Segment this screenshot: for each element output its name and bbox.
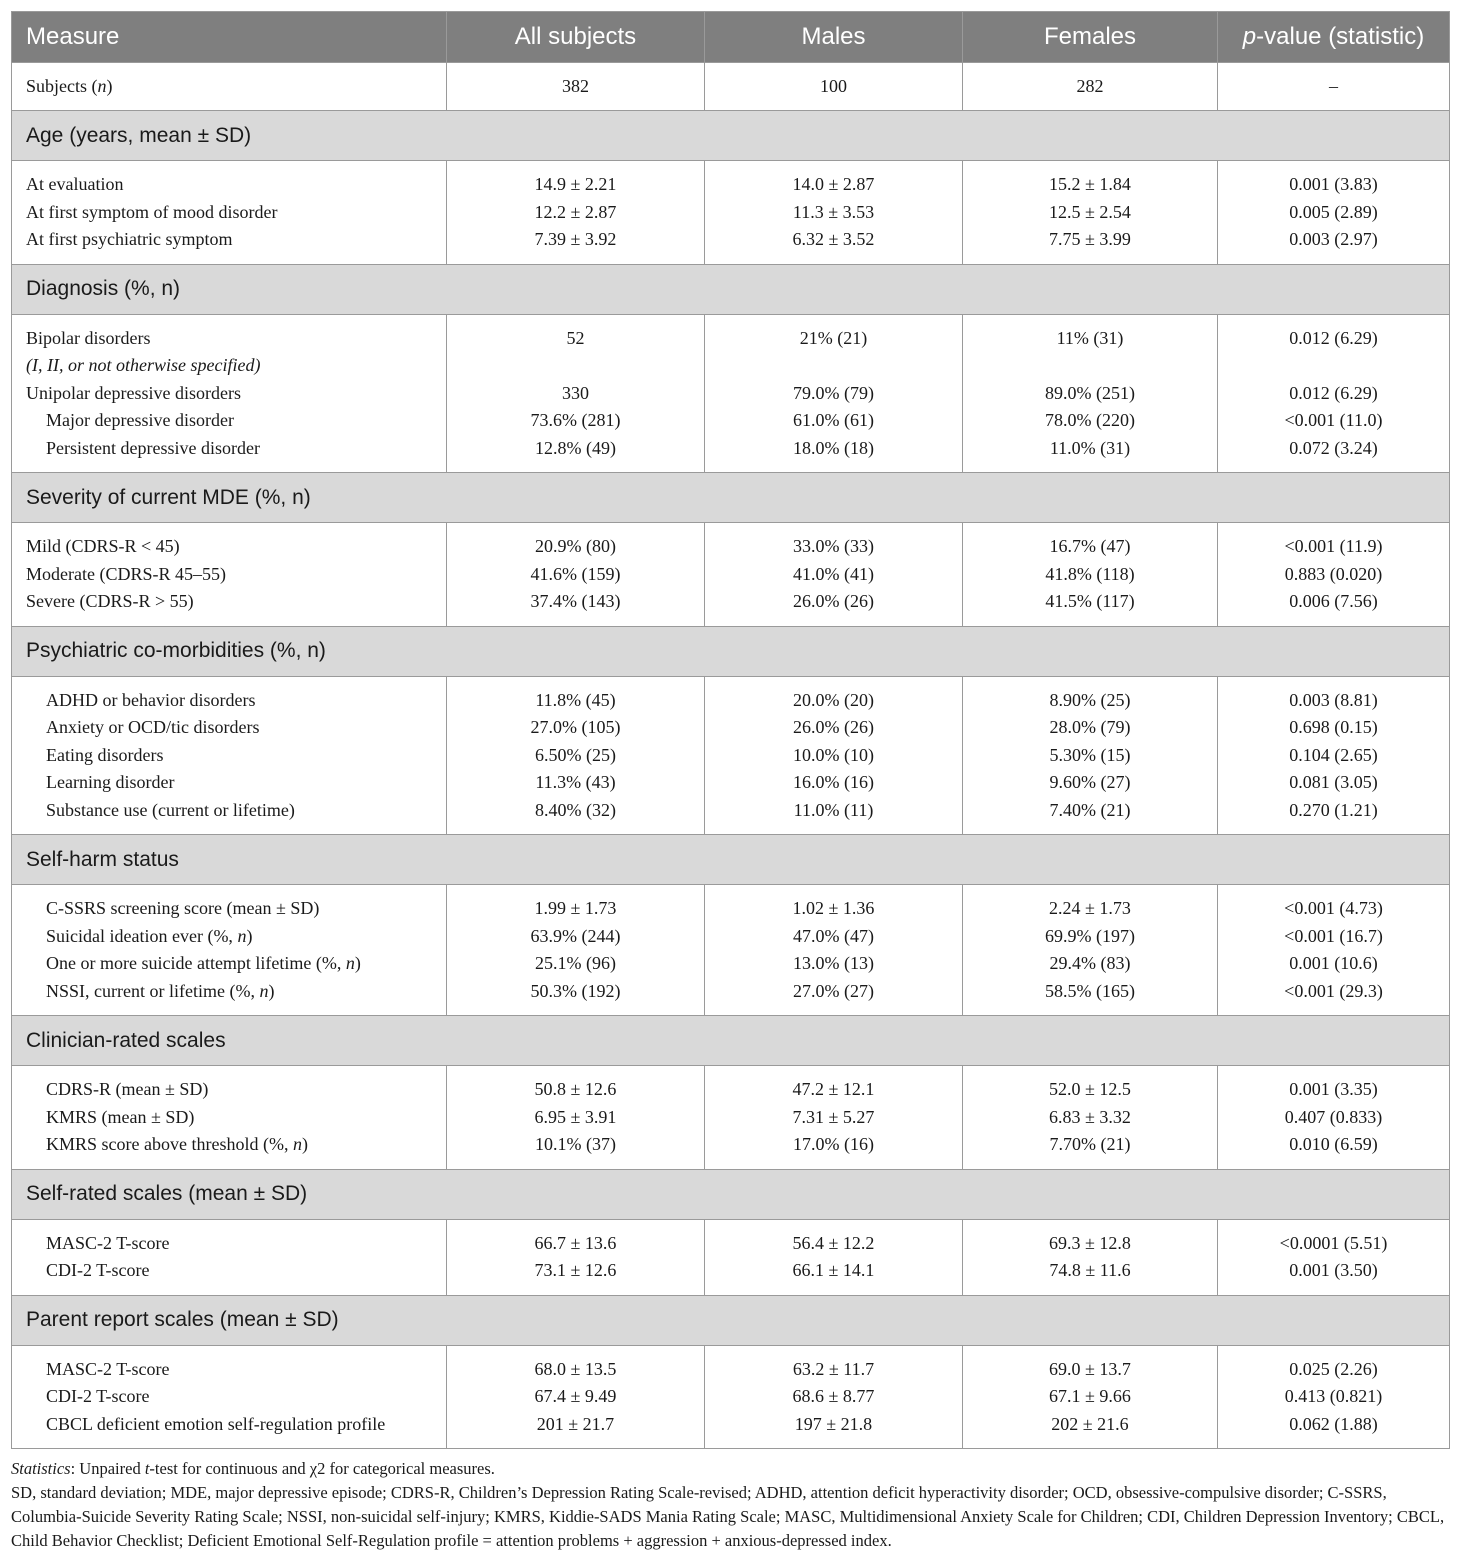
- row-value: <0.0001 (5.51): [1279, 1232, 1388, 1253]
- row-value: 8.40% (32): [535, 799, 616, 820]
- row-value: 20.9% (80): [535, 536, 616, 556]
- cell-measure: [12, 676, 447, 835]
- row-value: 25.1% (96): [535, 953, 616, 973]
- cell-p-value: [1218, 1345, 1450, 1449]
- row-value: 0.010 (6.59): [1289, 1134, 1378, 1154]
- row-value: 16.7% (47): [1049, 536, 1131, 556]
- row-value: 0.001 (3.83): [1289, 174, 1378, 194]
- row-value: 6.83 ± 3.32: [1049, 1106, 1131, 1127]
- row-value: 7.75 ± 3.99: [1049, 229, 1131, 249]
- row-value: 11% (31): [1056, 327, 1124, 348]
- cell-all: [447, 1219, 705, 1295]
- section-self-harm: [12, 835, 1450, 885]
- row-value: 50.3% (192): [530, 980, 621, 1001]
- row-value: 50.8 ± 12.6: [534, 1079, 617, 1099]
- row-label: [26, 533, 446, 561]
- row-value: [447, 352, 704, 380]
- row-value: 8.90% (25): [1049, 689, 1131, 710]
- row-label: [26, 950, 446, 978]
- group-severity: [12, 523, 1450, 627]
- row-value: 27.0% (105): [530, 717, 621, 737]
- cell-males: [705, 314, 963, 473]
- row-value: 1.02 ± 1.36: [792, 898, 875, 918]
- row-value: 21% (21): [799, 327, 868, 348]
- row-value: 197 ± 21.8: [794, 1413, 873, 1434]
- row-label-text: Learning disorder: [46, 772, 175, 792]
- row-label: [26, 1104, 446, 1132]
- row-value: [705, 352, 962, 380]
- row-label-text: Substance use (current or lifetime): [46, 799, 295, 820]
- row-value: 0.001 (10.6): [1289, 953, 1378, 973]
- group-parent: [12, 1345, 1450, 1449]
- section-self-rated: [12, 1169, 1450, 1219]
- row-value: [1218, 352, 1449, 380]
- cell-all: [447, 885, 705, 1016]
- row-label-text: NSSI, current or lifetime (%,: [46, 980, 260, 1001]
- cell-females: [963, 1066, 1218, 1170]
- header-females: Females: [963, 12, 1218, 63]
- cell-males: [705, 523, 963, 627]
- row-value: 0.698 (0.15): [1289, 717, 1378, 737]
- row-value: 0.012 (6.29): [1289, 327, 1378, 348]
- row-label: [26, 923, 446, 951]
- row-label-n: n: [345, 953, 355, 973]
- row-value: 0.003 (2.97): [1289, 229, 1378, 249]
- group-comorbidities: [12, 676, 1450, 835]
- row-value: 14.9 ± 2.21: [534, 174, 617, 194]
- row-label-n: n: [237, 925, 247, 946]
- row-value: <0.001 (16.7): [1284, 925, 1383, 946]
- cell-all: [447, 1345, 705, 1449]
- row-label-end: ): [301, 1134, 308, 1154]
- row-value: 67.4 ± 9.49: [534, 1386, 617, 1406]
- cell-females: [963, 161, 1218, 265]
- row-value: 13.0% (13): [793, 953, 874, 973]
- row-label-text: Eating disorders: [46, 744, 164, 765]
- cell-p-value: [1218, 1219, 1450, 1295]
- row-value: 52: [566, 327, 585, 348]
- row-value: 41.6% (159): [530, 563, 621, 584]
- row-value: 37.4% (143): [530, 591, 621, 611]
- row-value: 6.50% (25): [535, 744, 616, 765]
- row-label: [26, 199, 446, 227]
- cell-measure: [12, 523, 447, 627]
- row-value: 16.0% (16): [793, 772, 874, 792]
- row-label: [26, 1230, 446, 1258]
- row-label: [26, 1076, 446, 1104]
- row-value: 73.6% (281): [530, 410, 621, 430]
- row-label-end: ): [354, 953, 361, 973]
- cell-all: [447, 676, 705, 835]
- row-value: 11.3 ± 3.53: [792, 201, 875, 222]
- row-value: 11.0% (11): [793, 799, 874, 820]
- row-value: 7.40% (21): [1049, 799, 1131, 820]
- section-title: Clinician-rated scales: [12, 1016, 1450, 1066]
- cell-p-value: [1218, 885, 1450, 1016]
- row-value: <0.001 (4.73): [1284, 898, 1383, 918]
- cell-males: [705, 1219, 963, 1295]
- row-value: 12.5 ± 2.54: [1049, 201, 1131, 222]
- table-container: [11, 11, 1449, 1449]
- row-label: [26, 742, 446, 770]
- row-value: 74.8 ± 11.6: [1049, 1260, 1131, 1280]
- row-value: 56.4 ± 12.2: [792, 1232, 875, 1253]
- row-value: 41.8% (118): [1045, 563, 1135, 584]
- row-label: [26, 352, 446, 380]
- row-value: <0.001 (11.0): [1284, 410, 1383, 430]
- row-label-text: At evaluation: [26, 174, 124, 194]
- row-label: [26, 325, 446, 353]
- header-males: Males: [705, 12, 963, 63]
- row-value: 0.072 (3.24): [1289, 437, 1378, 458]
- cell-males: [705, 676, 963, 835]
- row-value: 0.012 (6.29): [1289, 382, 1378, 403]
- section-clinician: [12, 1016, 1450, 1066]
- row-label-end: ): [268, 980, 275, 1001]
- row-value: 41.0% (41): [793, 563, 874, 584]
- row-value: 0.001 (3.50): [1289, 1260, 1378, 1280]
- cell-females: [963, 1219, 1218, 1295]
- row-value: <0.001 (29.3): [1284, 980, 1383, 1001]
- cell-measure: [12, 885, 447, 1016]
- section-title: Self-harm status: [12, 835, 1450, 885]
- row-label-n: n: [292, 1134, 302, 1154]
- row-value: 7.31 ± 5.27: [792, 1106, 875, 1127]
- cell-males: [705, 161, 963, 265]
- section-severity: [12, 473, 1450, 523]
- section-title: Parent report scales (mean ± SD): [12, 1295, 1450, 1345]
- row-label-text: At first symptom of mood disorder: [26, 201, 278, 222]
- cell-p-value: [1218, 676, 1450, 835]
- subjects-females: 282: [963, 63, 1218, 111]
- row-value: 27.0% (27): [793, 980, 874, 1001]
- row-value: 2.24 ± 1.73: [1049, 898, 1131, 918]
- group-diagnosis: [12, 314, 1450, 473]
- row-label: [26, 714, 446, 742]
- cell-males: [705, 1345, 963, 1449]
- row-label: [26, 561, 446, 589]
- row-value: 0.104 (2.65): [1289, 744, 1378, 765]
- row-label: [26, 687, 446, 715]
- subjects-males: 100: [705, 63, 963, 111]
- row-value: 0.005 (2.89): [1289, 201, 1378, 222]
- row-value: 33.0% (33): [793, 536, 874, 556]
- row-label: [26, 895, 446, 923]
- row-value: 10.1% (37): [535, 1134, 616, 1154]
- subjects-label-main: Subjects (: [26, 76, 98, 96]
- group-age: [12, 161, 1450, 265]
- header-p-letter: p: [1242, 23, 1257, 50]
- row-value: 63.2 ± 11.7: [792, 1358, 875, 1379]
- row-value: 0.001 (3.35): [1289, 1079, 1378, 1099]
- section-title: Age (years, mean ± SD): [12, 111, 1450, 161]
- row-label-text: Unipolar depressive disorders: [26, 382, 241, 403]
- row-label-text: Suicidal ideation ever (%,: [46, 925, 238, 946]
- row-value: 0.006 (7.56): [1289, 591, 1378, 611]
- cell-measure: [12, 314, 447, 473]
- row-value: 14.0 ± 2.87: [792, 174, 875, 194]
- row-value: 78.0% (220): [1045, 410, 1135, 430]
- row-value: 79.0% (79): [793, 382, 874, 403]
- row-value: 10.0% (10): [793, 744, 874, 765]
- row-value: 17.0% (16): [793, 1134, 874, 1154]
- cell-measure: [12, 161, 447, 265]
- cell-all: [447, 314, 705, 473]
- row-label-text: Anxiety or OCD/tic disorders: [46, 717, 260, 737]
- header-all-subjects: All subjects: [447, 12, 705, 63]
- row-value: 12.2 ± 2.87: [534, 201, 617, 222]
- section-diagnosis: [12, 264, 1450, 314]
- row-label: [26, 797, 446, 825]
- section-title: Psychiatric co-morbidities (%, n): [12, 626, 1450, 676]
- row-label-text: ADHD or behavior disorders: [46, 689, 256, 710]
- row-label: [26, 1131, 446, 1159]
- footnote-stats-t: t: [144, 1459, 150, 1478]
- section-title: Diagnosis (%, n): [12, 264, 1450, 314]
- footnote-abbreviations: SD, standard deviation; MDE, major depressive episode; CDRS-R, Children’s Depression Rating Scale-revised; ADHD, attention deficit hyperactivity disorder; OCD, obsessive-compulsive disorder; C-SSRS, Columbia-Suicide Severity Rating Scale; NSSI, non-suicidal self-injury; KMRS, Kiddie-SADS Mania Rating Scale; MASC, Multidimensional Anxiety Scale for Children; CDI, Children Depression Inventory; CBCL, Child Behavior Checklist; Deficient Emotional Self-Regulation profile = attention problems + aggression + anxious-depressed index.: [11, 1483, 1445, 1550]
- row-label: [26, 1383, 446, 1411]
- row-value: 11.3% (43): [535, 772, 616, 792]
- group-self-rated: [12, 1219, 1450, 1295]
- group-self-harm: [12, 885, 1450, 1016]
- row-value: 47.2 ± 12.1: [792, 1079, 875, 1099]
- row-label-text: CDI-2 T-score: [46, 1260, 150, 1280]
- row-value: 11.8% (45): [535, 689, 616, 710]
- row-value: <0.001 (11.9): [1284, 536, 1383, 556]
- table-footnote: [11, 1457, 1451, 1553]
- row-label-text: Persistent depressive disorder: [46, 437, 260, 458]
- header-row: [12, 12, 1450, 63]
- row-value: 26.0% (26): [793, 717, 874, 737]
- row-value: 89.0% (251): [1045, 382, 1135, 403]
- subjects-label-end: ): [106, 76, 113, 96]
- row-value: 52.0 ± 12.5: [1049, 1079, 1131, 1099]
- cell-females: [963, 523, 1218, 627]
- row-value: 18.0% (18): [793, 437, 874, 458]
- row-value: 63.9% (244): [530, 925, 621, 946]
- row-label-text: Bipolar disorders: [26, 327, 151, 348]
- cell-males: [705, 885, 963, 1016]
- row-value: 5.30% (15): [1049, 744, 1131, 765]
- subjects-label-n: n: [97, 76, 107, 96]
- row-label: [26, 171, 446, 199]
- row-value: 67.1 ± 9.66: [1049, 1386, 1131, 1406]
- row-label-text: C-SSRS screening score (mean ± SD): [46, 898, 320, 918]
- row-value: 7.39 ± 3.92: [534, 229, 617, 249]
- footnote-statistics: [11, 1457, 1451, 1481]
- subjects-p: –: [1218, 63, 1450, 111]
- section-age: [12, 111, 1450, 161]
- row-label: [26, 435, 446, 463]
- row-value: 7.70% (21): [1049, 1134, 1131, 1154]
- group-clinician: [12, 1066, 1450, 1170]
- row-value: 26.0% (26): [793, 591, 874, 611]
- row-label-text: CDI-2 T-score: [46, 1386, 150, 1406]
- row-label-text: KMRS score above threshold (%,: [46, 1134, 293, 1154]
- row-value: 68.0 ± 13.5: [534, 1358, 617, 1379]
- row-value: 0.413 (0.821): [1284, 1386, 1383, 1406]
- row-value: 202 ± 21.6: [1051, 1413, 1129, 1434]
- row-value: 66.1 ± 14.1: [792, 1260, 875, 1280]
- row-label-text: (I, II, or not otherwise specified): [26, 355, 261, 375]
- subjects-row: [12, 63, 1450, 111]
- row-value: 0.003 (8.81): [1289, 689, 1378, 710]
- subjects-label: [12, 63, 447, 111]
- row-value: 0.062 (1.88): [1289, 1413, 1378, 1434]
- cell-females: [963, 885, 1218, 1016]
- row-value: 15.2 ± 1.84: [1049, 174, 1131, 194]
- section-parent: [12, 1295, 1450, 1345]
- row-label-text: One or more suicide attempt lifetime (%,: [46, 953, 346, 973]
- header-p-value: [1218, 12, 1450, 63]
- row-value: 73.1 ± 12.6: [534, 1260, 617, 1280]
- subjects-all: 382: [447, 63, 705, 111]
- row-value: 69.0 ± 13.7: [1049, 1358, 1131, 1379]
- cell-all: [447, 523, 705, 627]
- row-value: 68.6 ± 8.77: [792, 1386, 875, 1406]
- row-label: [26, 588, 446, 616]
- cell-measure: [12, 1345, 447, 1449]
- row-value: 12.8% (49): [535, 437, 616, 458]
- row-label-text: Major depressive disorder: [46, 410, 234, 430]
- header-p-rest: -value (statistic): [1256, 23, 1425, 50]
- row-value: 20.0% (20): [793, 689, 874, 710]
- footnote-stats-b: -test for continuous and χ2 for categorical measures.: [149, 1459, 495, 1478]
- row-label: [26, 1257, 446, 1285]
- row-value: 6.95 ± 3.91: [534, 1106, 617, 1127]
- row-value: 66.7 ± 13.6: [534, 1232, 617, 1253]
- footnote-stats-a: : Unpaired: [70, 1459, 145, 1478]
- row-value: 0.883 (0.020): [1284, 563, 1383, 584]
- row-value: 69.3 ± 12.8: [1049, 1232, 1131, 1253]
- row-label-text: Moderate (CDRS-R 45–55): [26, 563, 226, 584]
- row-value: 0.270 (1.21): [1289, 799, 1378, 820]
- row-label-text: CDRS-R (mean ± SD): [46, 1079, 209, 1099]
- row-value: 1.99 ± 1.73: [534, 898, 617, 918]
- row-label-text: At first psychiatric symptom: [26, 229, 233, 249]
- row-value: 0.025 (2.26): [1289, 1358, 1378, 1379]
- row-value: 28.0% (79): [1049, 717, 1131, 737]
- row-label-text: CBCL deficient emotion self-regulation profile: [46, 1413, 386, 1434]
- row-value: 11.0% (31): [1049, 437, 1131, 458]
- section-title: Severity of current MDE (%, n): [12, 473, 1450, 523]
- row-value: 29.4% (83): [1049, 953, 1131, 973]
- row-value: 0.407 (0.833): [1284, 1106, 1383, 1127]
- row-label-text: MASC-2 T-score: [46, 1358, 170, 1379]
- row-label-text: MASC-2 T-score: [46, 1232, 170, 1253]
- header-measure: Measure: [12, 12, 447, 63]
- row-value: 330: [562, 382, 589, 403]
- cell-p-value: [1218, 161, 1450, 265]
- row-value: 58.5% (165): [1045, 980, 1135, 1001]
- row-label: [26, 380, 446, 408]
- section-title: Self-rated scales (mean ± SD): [12, 1169, 1450, 1219]
- row-label: [26, 769, 446, 797]
- row-value: 61.0% (61): [793, 410, 874, 430]
- row-value: [963, 352, 1217, 380]
- row-value: 0.081 (3.05): [1289, 772, 1378, 792]
- row-label-text: Mild (CDRS-R < 45): [26, 536, 180, 556]
- cell-all: [447, 1066, 705, 1170]
- row-value: 47.0% (47): [793, 925, 874, 946]
- row-label-text: Severe (CDRS-R > 55): [26, 591, 194, 611]
- cell-males: [705, 1066, 963, 1170]
- cell-measure: [12, 1219, 447, 1295]
- row-value: 6.32 ± 3.52: [792, 229, 875, 249]
- row-label: [26, 226, 446, 254]
- section-comorbidities: [12, 626, 1450, 676]
- row-label-n: n: [259, 980, 269, 1001]
- row-value: 201 ± 21.7: [536, 1413, 615, 1434]
- cell-p-value: [1218, 314, 1450, 473]
- row-label: [26, 1356, 446, 1384]
- row-value: 69.9% (197): [1045, 925, 1135, 946]
- cell-measure: [12, 1066, 447, 1170]
- row-value: 9.60% (27): [1049, 772, 1131, 792]
- row-label-text: KMRS (mean ± SD): [46, 1106, 195, 1127]
- demographics-table: [11, 11, 1450, 1449]
- row-label: [26, 1411, 446, 1439]
- row-label: [26, 407, 446, 435]
- cell-p-value: [1218, 1066, 1450, 1170]
- cell-females: [963, 676, 1218, 835]
- cell-females: [963, 1345, 1218, 1449]
- row-label: [26, 978, 446, 1006]
- cell-all: [447, 161, 705, 265]
- footnote-stats-label: Statistics: [11, 1459, 71, 1478]
- cell-females: [963, 314, 1218, 473]
- row-label-end: ): [246, 925, 253, 946]
- cell-p-value: [1218, 523, 1450, 627]
- row-value: 41.5% (117): [1045, 591, 1135, 611]
